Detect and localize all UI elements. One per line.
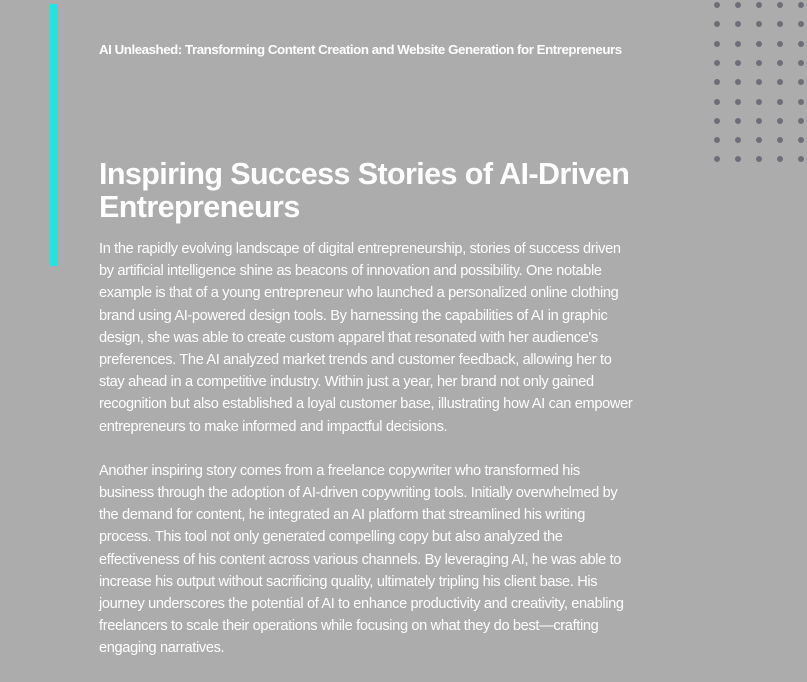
decorative-dot [735, 137, 741, 143]
decorative-dot [756, 2, 762, 8]
text-line: recognition but also established a loyal customer base, illustrating how AI can empower [99, 396, 633, 413]
decorative-dot [777, 156, 783, 162]
decorative-dot-grid [714, 2, 807, 178]
decorative-dot [798, 118, 804, 124]
decorative-dot [777, 79, 783, 85]
decorative-dot [735, 118, 741, 124]
decorative-dot [735, 79, 741, 85]
decorative-dot [714, 118, 720, 124]
decorative-dot [756, 156, 762, 162]
decorative-dot [735, 156, 741, 162]
decorative-dot [735, 41, 741, 47]
text-line: stay ahead in a competitive industry. Within just a year, her brand not only gained [99, 374, 594, 391]
accent-bar [50, 4, 58, 266]
decorative-dot [714, 156, 720, 162]
article-body [99, 238, 719, 682]
decorative-dot [777, 99, 783, 105]
text-line: freelancers to scale their operations while focusing on what they do best—crafting [99, 618, 599, 635]
decorative-dot [714, 21, 720, 27]
decorative-dot [756, 60, 762, 66]
decorative-dot [798, 60, 804, 66]
decorative-dot [777, 2, 783, 8]
decorative-dot [777, 60, 783, 66]
text-line: design, she was able to create custom apparel that resonated with her audience's [99, 329, 598, 346]
decorative-dot [777, 137, 783, 143]
running-header-title: AI Unleashed: Transforming Content Creation and Website Generation for Entrepreneurs [99, 42, 622, 57]
decorative-dot [714, 79, 720, 85]
decorative-dot [756, 21, 762, 27]
text-line: engaging narratives. [99, 640, 225, 657]
decorative-dot [714, 2, 720, 8]
decorative-dot [777, 118, 783, 124]
decorative-dot [735, 99, 741, 105]
decorative-dot [756, 137, 762, 143]
decorative-dot [714, 137, 720, 143]
text-line: preferences. The AI analyzed market trends and customer feedback, allowing her to [99, 352, 612, 369]
decorative-dot [756, 118, 762, 124]
decorative-dot [777, 41, 783, 47]
decorative-dot [798, 41, 804, 47]
decorative-dot [735, 21, 741, 27]
decorative-dot [714, 60, 720, 66]
decorative-dot [735, 2, 741, 8]
text-line: by artificial intelligence shine as beacons of innovation and possibility. One notable [99, 263, 602, 280]
text-line: business through the adoption of AI-driven copywriting tools. Initially overwhelmed by [99, 485, 618, 502]
text-line: entrepreneurs to make informed and impactful decisions. [99, 418, 448, 435]
decorative-dot [798, 79, 804, 85]
text-line: example is that of a young entrepreneur who launched a personalized online clothing [99, 285, 619, 302]
text-line: the demand for content, he integrated an AI platform that streamlined his writing [99, 507, 585, 524]
text-line: effectiveness of his content across various channels. By leveraging AI, he was able to [99, 551, 622, 568]
text-line: In the rapidly evolving landscape of digital entrepreneurship, stories of success driven [99, 241, 621, 257]
decorative-dot [714, 99, 720, 105]
decorative-dot [798, 2, 804, 8]
text-line: brand using AI-powered design tools. By harnessing the capabilities of AI in graphic [99, 307, 608, 324]
decorative-dot [735, 60, 741, 66]
paragraph-2 [99, 460, 719, 660]
text-line: increase his output without sacrificing quality, ultimately tripling his client base. His [99, 573, 598, 590]
decorative-dot [756, 79, 762, 85]
heading-line: Entrepreneurs [99, 190, 300, 224]
decorative-dot [756, 41, 762, 47]
decorative-dot [756, 99, 762, 105]
text-line: Another inspiring story comes from a freelance copywriter who transformed his [99, 462, 580, 479]
text-line: journey underscores the potential of AI to enhance productivity and creativity, enabling [99, 596, 624, 613]
paragraph-1 [99, 238, 719, 438]
decorative-dot [798, 99, 804, 105]
decorative-dot [798, 156, 804, 162]
decorative-dot [798, 137, 804, 143]
decorative-dot [798, 21, 804, 27]
heading-line: Inspiring Success Stories of AI-Driven [99, 157, 630, 191]
page-heading [99, 158, 699, 224]
decorative-dot [714, 41, 720, 47]
text-line: process. This tool not only generated compelling copy but also analyzed the [99, 529, 563, 546]
decorative-dot [777, 21, 783, 27]
